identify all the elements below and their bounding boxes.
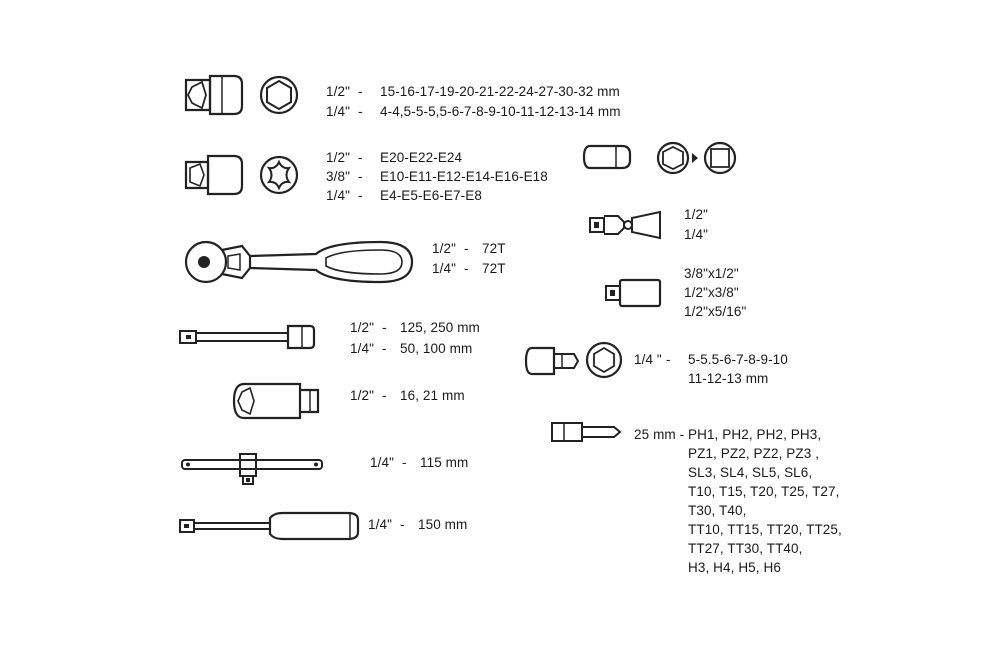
spinner-length: 150 mm <box>418 517 468 532</box>
dash: - <box>358 150 363 165</box>
bits-line-3: SL3, SL4, SL5, SL6, <box>688 465 813 480</box>
adapter-icon <box>604 276 664 310</box>
dash: - <box>666 352 671 367</box>
dash: - <box>358 104 363 119</box>
torx-values-2: E10-E11-E12-E14-E16-E18 <box>380 169 548 184</box>
dash: - <box>382 320 387 335</box>
hex-socket-quarter-values: 4-4,5-5-5,5-6-7-8-9-10-11-12-13-14 mm <box>380 104 621 119</box>
deep-socket-size: 1/2" <box>350 388 374 403</box>
bits-line-2: PZ1, PZ2, PZ2, PZ3 , <box>688 446 820 461</box>
dash: - <box>402 455 407 470</box>
torx-size-2: 3/8" <box>326 169 350 184</box>
universal-joint-icon <box>588 208 664 242</box>
hex-socket-half-size: 1/2" <box>326 84 350 99</box>
torx-socket-front-icon <box>258 154 300 196</box>
dash: - <box>382 388 387 403</box>
hex-socket-quarter-size: 1/4" <box>326 104 350 119</box>
adapter-socket-front-icon <box>656 140 742 176</box>
ratchet-size-2: 1/4" <box>432 261 456 276</box>
dash: - <box>358 188 363 203</box>
extension-size-1: 1/2" <box>350 320 374 335</box>
ujoint-size-2: 1/4" <box>684 227 708 242</box>
adapter-size-2: 1/2"x3/8" <box>684 285 739 300</box>
adapter-size-3: 1/2"x5/16" <box>684 304 747 319</box>
ujoint-size-1: 1/2" <box>684 207 708 222</box>
hex-socket-half-values: 15-16-17-19-20-21-22-24-27-30-32 mm <box>380 84 620 99</box>
spinner-handle-icon <box>178 510 362 542</box>
ratchet-teeth-2: 72T <box>482 261 506 276</box>
bit-socket-size: 1/4 " <box>634 352 662 367</box>
bit-socket-front-icon <box>584 340 624 380</box>
bit-icon <box>550 420 624 444</box>
t-handle-size: 1/4" <box>370 455 394 470</box>
t-handle-length: 115 mm <box>420 455 469 470</box>
deep-socket-values: 16, 21 mm <box>400 388 465 403</box>
bits-line-4: T10, T15, T20, T25, T27, <box>688 484 840 499</box>
deep-socket-icon <box>228 380 324 422</box>
extension-bar-icon <box>178 322 318 352</box>
extension-lengths-1: 125, 250 mm <box>400 320 480 335</box>
bits-line-1: PH1, PH2, PH2, PH3, <box>688 427 822 442</box>
ratchet-teeth-1: 72T <box>482 241 506 256</box>
torx-size-1: 1/2" <box>326 150 350 165</box>
dash: - <box>400 517 405 532</box>
dash: - <box>464 261 469 276</box>
adapter-size-1: 3/8"x1/2" <box>684 266 739 281</box>
torx-size-3: 1/4" <box>326 188 350 203</box>
bits-line-6: TT10, TT15, TT20, TT25, <box>688 522 842 537</box>
bits-line-7: TT27, TT30, TT40, <box>688 541 803 556</box>
dash: - <box>382 341 387 356</box>
extension-size-2: 1/4" <box>350 341 374 356</box>
hex-socket-side-icon <box>176 70 248 120</box>
torx-values-1: E20-E22-E24 <box>380 150 463 165</box>
bit-socket-values-1: 5-5.5-6-7-8-9-10 <box>688 352 788 367</box>
bit-socket-side-icon <box>524 344 580 378</box>
dash: - <box>464 241 469 256</box>
torx-socket-side-icon <box>176 150 248 200</box>
bits-length: 25 mm - <box>634 427 685 442</box>
ratchet-size-1: 1/2" <box>432 241 456 256</box>
adapter-socket-side-icon <box>582 142 634 172</box>
dash: - <box>358 169 363 184</box>
dash: - <box>358 84 363 99</box>
hex-socket-front-icon <box>258 74 300 116</box>
t-handle-icon <box>180 450 326 486</box>
bits-line-8: H3, H4, H5, H6 <box>688 560 781 575</box>
bit-socket-values-2: 11-12-13 mm <box>688 371 769 386</box>
bits-line-5: T30, T40, <box>688 503 747 518</box>
ratchet-icon <box>180 238 416 286</box>
torx-values-3: E4-E5-E6-E7-E8 <box>380 188 482 203</box>
extension-lengths-2: 50, 100 mm <box>400 341 473 356</box>
spinner-size: 1/4" <box>368 517 392 532</box>
